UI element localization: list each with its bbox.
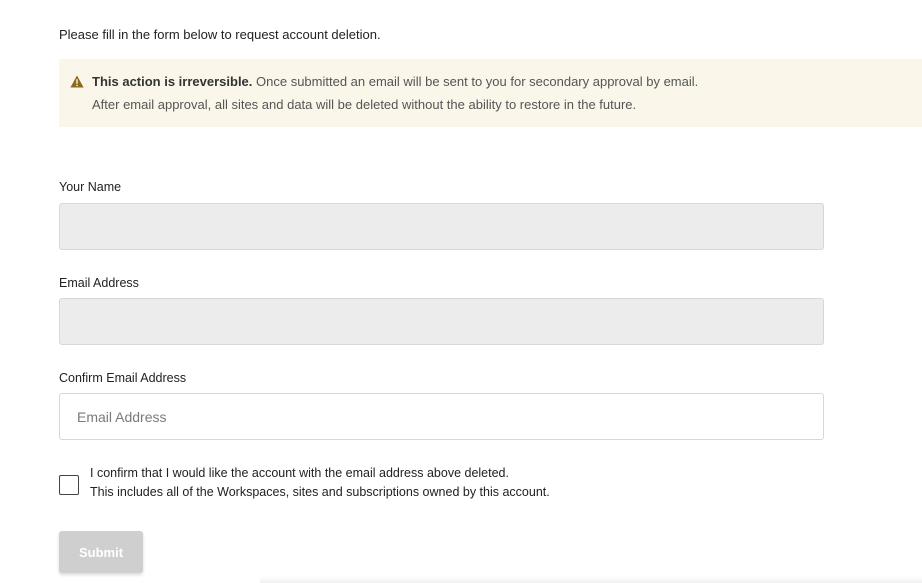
warning-line-1-rest: Once submitted an email will be sent to you for secondary approval by email.	[252, 74, 699, 89]
warning-banner	[59, 59, 922, 127]
confirm-text-line-1: I confirm that I would like the account with the email address above deleted.	[90, 466, 509, 480]
name-input[interactable]	[59, 203, 824, 250]
email-input[interactable]	[59, 298, 824, 345]
name-label: Your Name	[59, 180, 122, 194]
confirm-email-label: Confirm Email Address	[59, 371, 187, 385]
email-label: Email Address	[59, 276, 139, 290]
confirm-checkbox[interactable]	[59, 475, 79, 495]
confirm-email-input[interactable]	[59, 393, 824, 440]
bottom-shadow-divider	[260, 576, 922, 583]
confirm-text-line-2: This includes all of the Workspaces, sites and subscriptions owned by this account.	[90, 485, 550, 499]
submit-button[interactable]: Submit	[59, 531, 143, 573]
warning-line-2: After email approval, all sites and data will be deleted without the ability to restore in the future.	[92, 97, 637, 112]
warning-triangle-icon	[70, 75, 84, 88]
intro-text: Please fill in the form below to request account deletion.	[59, 27, 381, 42]
warning-line-1	[92, 74, 698, 89]
warning-strong-text: This action is irreversible.	[92, 74, 253, 89]
